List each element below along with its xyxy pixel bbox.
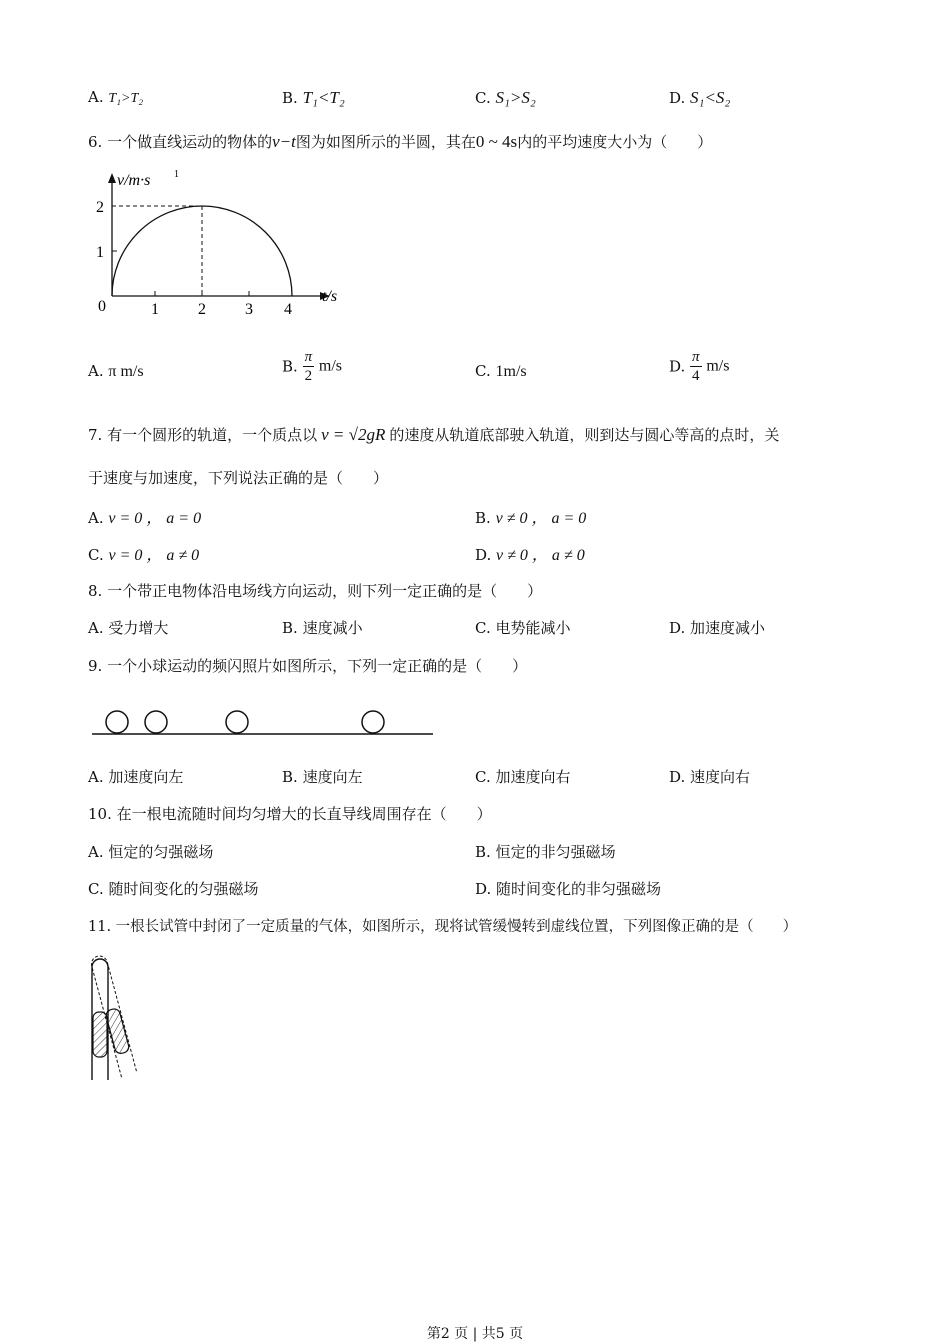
option-label: B. xyxy=(282,357,298,376)
q6-option-b xyxy=(282,348,342,385)
fraction-numerator: π xyxy=(692,349,700,365)
ball-icon xyxy=(145,711,167,733)
q9-stem: 9. 一个小球运动的频闪照片如图所示，下列一定正确的是（ ） xyxy=(88,657,528,675)
option-label: D. xyxy=(475,880,492,898)
q5-option-d xyxy=(669,88,730,108)
ball-icon xyxy=(226,711,248,733)
option-text: π m/s xyxy=(108,363,144,380)
page-footer: 第2 页 | 共5 页 xyxy=(426,1326,524,1342)
option-label: B. xyxy=(282,768,298,786)
y-tick-label: 2 xyxy=(96,199,104,216)
option-text: T₁<T₂ xyxy=(302,88,345,107)
q8-option-c xyxy=(475,617,571,638)
option-label: C. xyxy=(475,362,491,380)
option-text: v ≠ 0 ， a ≠ 0 xyxy=(496,547,585,564)
q6-option-d xyxy=(669,348,729,385)
stem-text: 内的平均速度大小为（ ） xyxy=(517,133,713,151)
option-text: T₁>T₂ xyxy=(108,91,144,106)
option-label: A. xyxy=(88,619,104,637)
q10-option-b xyxy=(475,841,616,862)
fraction-denominator: 4 xyxy=(692,368,700,384)
option-label: C. xyxy=(475,768,491,786)
option-text: 速度减小 xyxy=(302,619,363,637)
q7-option-c xyxy=(88,542,199,565)
stem-text: 6. 一个做直线运动的物体的 xyxy=(88,133,273,151)
q7-stem-line2: 于速度与加速度，下列说法正确的是（ ） xyxy=(88,469,389,487)
option-label: A. xyxy=(88,509,104,527)
q10-option-a xyxy=(88,841,213,862)
q9-option-d xyxy=(669,766,750,787)
option-unit: m/s xyxy=(318,357,342,375)
option-text: 加速度向左 xyxy=(108,768,184,786)
stem-math: v = √2gR xyxy=(321,425,386,444)
option-label: D. xyxy=(669,619,686,637)
option-text: 电势能减小 xyxy=(495,619,571,637)
q9-option-a xyxy=(88,766,183,787)
option-label: D. xyxy=(669,768,686,786)
option-label: B. xyxy=(282,89,298,107)
option-text: 受力增大 xyxy=(108,619,169,637)
option-label: A. xyxy=(88,362,104,380)
option-text: 随时间变化的非匀强磁场 xyxy=(496,880,662,898)
q8-stem: 8. 一个带正电物体沿电场线方向运动，则下列一定正确的是（ ） xyxy=(88,582,543,600)
option-text: S₁>S₂ xyxy=(495,88,536,107)
option-text: 随时间变化的匀强磁场 xyxy=(108,880,259,898)
stem-math: 0 ~ 4s xyxy=(475,132,518,151)
x-tick-label: 2 xyxy=(198,301,206,318)
x-tick-label: 1 xyxy=(151,301,159,318)
q6-option-c xyxy=(475,362,527,381)
option-label: A. xyxy=(88,768,104,786)
option-label: D. xyxy=(475,546,492,564)
stem-text: 图为如图所示的半圆，其在 xyxy=(295,133,476,151)
stem-text: 的速度从轨道底部驶入轨道，则到达与圆心等高的点时，关 xyxy=(389,426,780,444)
q7-stem-line1 xyxy=(88,424,779,445)
stem-text: 7. 有一个圆形的轨道，一个质点以 xyxy=(88,426,318,444)
option-text: v = 0 ， a ≠ 0 xyxy=(108,547,200,564)
q8-option-d xyxy=(669,617,765,638)
option-label: C. xyxy=(88,880,104,898)
q10-stem: 10. 在一根电流随时间均匀增大的长直导线周围存在（ ） xyxy=(88,805,492,823)
option-text: 恒定的匀强磁场 xyxy=(108,843,214,861)
q5-option-b xyxy=(282,88,345,108)
y-tick-label: 1 xyxy=(96,244,104,261)
option-label: C. xyxy=(475,89,491,107)
fraction xyxy=(690,348,702,385)
x-tick-label: 3 xyxy=(245,301,253,318)
fraction xyxy=(303,348,315,385)
option-text: 加速度减小 xyxy=(690,619,766,637)
q5-option-c xyxy=(475,88,536,108)
option-text: 速度向左 xyxy=(302,768,363,786)
q8-option-a xyxy=(88,617,168,638)
option-label: B. xyxy=(475,843,491,861)
option-text: v = 0 ， a = 0 xyxy=(108,510,202,527)
q9-option-b xyxy=(282,766,363,787)
q10-option-c xyxy=(88,878,259,899)
option-label: B. xyxy=(282,619,298,637)
option-unit: m/s xyxy=(706,357,730,375)
y-axis-label-sup: 1 xyxy=(174,169,179,180)
ball-icon xyxy=(106,711,128,733)
ball-icon xyxy=(362,711,384,733)
q7-option-a xyxy=(88,505,201,528)
option-label: C. xyxy=(475,619,491,637)
stem-math: v−t xyxy=(272,132,296,151)
y-axis-arrow-icon xyxy=(108,173,116,183)
option-label: A. xyxy=(88,843,104,861)
option-label: C. xyxy=(88,546,104,564)
fraction-numerator: π xyxy=(304,349,313,365)
option-text: 恒定的非匀强磁场 xyxy=(495,843,616,861)
option-label: A. xyxy=(88,88,104,106)
option-label: D. xyxy=(669,357,686,376)
q7-option-d xyxy=(475,542,585,565)
q7-option-b xyxy=(475,505,586,528)
option-text: 1m/s xyxy=(495,363,527,380)
mercury-column-vertical xyxy=(93,1012,107,1057)
q5-option-a xyxy=(88,88,143,107)
x-tick-label: 4 xyxy=(284,301,292,318)
q6-stem xyxy=(88,131,712,152)
option-text: 速度向右 xyxy=(690,768,751,786)
q11-stem: 11. 一根长试管中封闭了一定质量的气体，如图所示，现将试管缓慢转到虚线位置，下列图像正确的是（ ） xyxy=(88,919,798,935)
origin-label: 0 xyxy=(98,298,106,315)
test-tube-figure xyxy=(85,952,160,1087)
option-text: S₁<S₂ xyxy=(690,88,731,107)
option-label: D. xyxy=(669,89,686,107)
option-text: 加速度向右 xyxy=(495,768,571,786)
option-text: v ≠ 0 ， a = 0 xyxy=(495,510,587,527)
y-axis-label: v/m·s xyxy=(117,172,151,189)
fraction-denominator: 2 xyxy=(304,368,313,384)
q8-option-b xyxy=(282,617,363,638)
x-axis-label: t/s xyxy=(322,288,338,305)
strobe-photo-figure xyxy=(90,705,440,740)
option-label: B. xyxy=(475,509,491,527)
vt-graph xyxy=(90,165,350,325)
q10-option-d xyxy=(475,878,661,899)
q9-option-c xyxy=(475,766,571,787)
q6-option-a xyxy=(88,362,144,381)
